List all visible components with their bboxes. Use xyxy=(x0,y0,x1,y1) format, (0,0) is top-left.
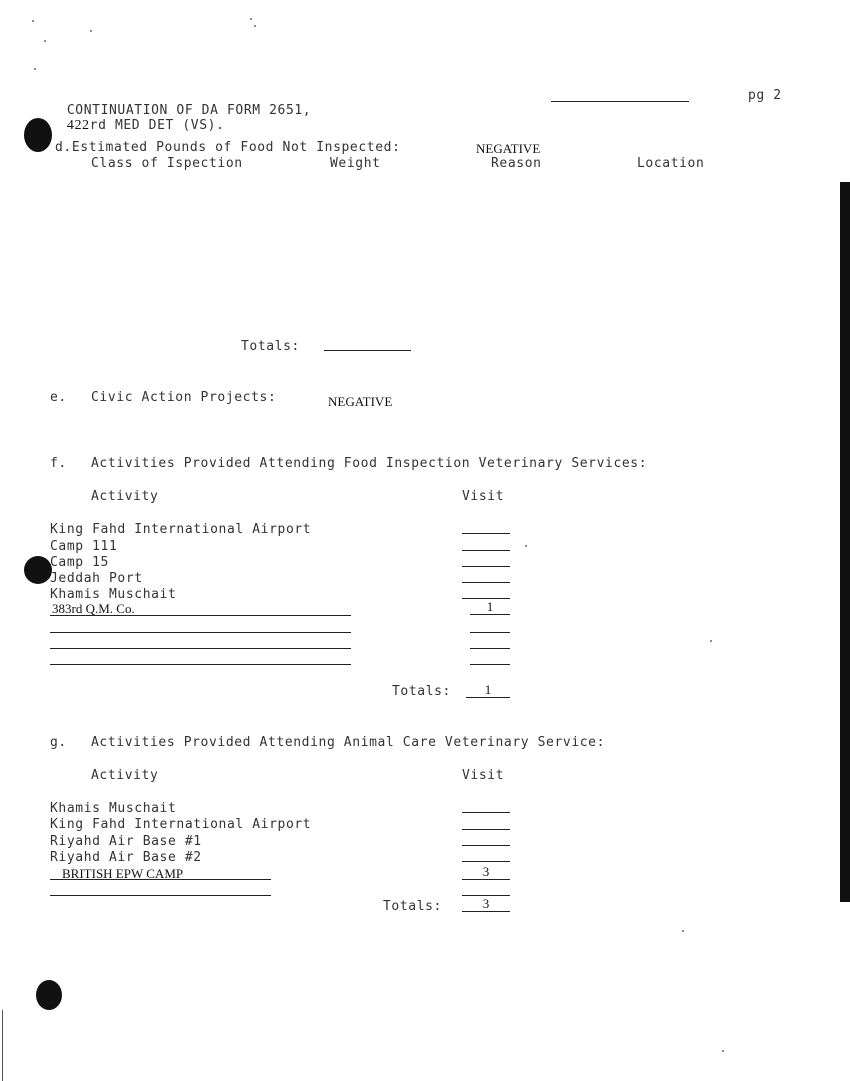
section-g-visit-cell xyxy=(462,831,510,846)
section-f-row-activity: Khamis Muschait xyxy=(50,587,177,602)
section-f-activity-line xyxy=(50,664,351,665)
section-g-visit-cell: 3 xyxy=(462,865,510,880)
section-f-totals-cell: 1 xyxy=(466,683,510,698)
scan-speck xyxy=(254,25,256,27)
section-g-col-visit: Visit xyxy=(462,768,505,783)
section-f-activity-line xyxy=(50,648,351,649)
section-f-visit-cell xyxy=(462,536,510,551)
section-g-visit-cell xyxy=(462,847,510,862)
scan-speck xyxy=(34,68,36,70)
col-class-of-inspection: Class of Ispection xyxy=(91,156,243,171)
section-g-totals-label: Totals: xyxy=(383,899,442,914)
section-g-title: Activities Provided Attending Animal Care Veterinary Service: xyxy=(91,735,606,750)
section-g-row-activity: Riyahd Air Base #1 xyxy=(50,834,202,849)
section-f-letter: f. xyxy=(50,456,67,471)
section-f-title: Activities Provided Attending Food Inspection Veterinary Services: xyxy=(91,456,648,471)
hole-punch xyxy=(24,118,52,152)
section-d-totals-label: Totals: xyxy=(241,339,300,354)
section-d-value: NEGATIVE xyxy=(476,141,541,156)
section-f-visit-cell xyxy=(462,552,510,567)
scan-speck xyxy=(250,18,252,20)
section-f-row-activity: King Fahd International Airport xyxy=(50,522,312,537)
section-g-row-activity: BRITISH EPW CAMP xyxy=(62,866,184,881)
section-g-activity-line xyxy=(50,879,271,880)
col-location: Location xyxy=(637,156,705,171)
header-blank-line xyxy=(551,101,689,102)
section-d-totals-blank xyxy=(324,350,411,351)
scan-speck xyxy=(525,545,527,547)
section-f-col-visit: Visit xyxy=(462,489,505,504)
section-f-visit-cell: 1 xyxy=(470,600,510,615)
section-f-visit-cell xyxy=(462,568,510,583)
section-f-visit-cell xyxy=(462,584,510,599)
section-f-col-activity: Activity xyxy=(91,489,159,504)
unit-name: MED DET (VS). xyxy=(106,118,225,133)
scan-edge-line xyxy=(2,1010,3,1081)
section-f-row-activity: Camp 111 xyxy=(50,539,118,554)
page-number: pg 2 xyxy=(748,88,782,103)
section-g-visit-cell xyxy=(462,798,510,813)
form-header-title: CONTINUATION OF DA FORM 2651, xyxy=(66,103,312,118)
section-f-row-activity: 383rd Q.M. Co. xyxy=(52,601,135,616)
unit-number: 422 xyxy=(66,118,90,133)
section-e-value: NEGATIVE xyxy=(328,394,393,409)
section-f-row-activity: Jeddah Port xyxy=(50,571,143,586)
col-reason: Reason xyxy=(491,156,542,171)
section-f-visit-cell xyxy=(470,634,510,649)
section-g-row-activity: Khamis Muschait xyxy=(50,801,177,816)
section-g-activity-line xyxy=(50,895,271,896)
section-g-totals-cell: 3 xyxy=(462,897,510,912)
scan-speck xyxy=(44,40,46,42)
section-f-visit-cell xyxy=(470,650,510,665)
section-f-activity-line xyxy=(50,615,351,616)
section-g-letter: g. xyxy=(50,735,67,750)
form-header xyxy=(50,88,311,133)
scan-speck xyxy=(710,640,712,642)
section-f-visit-cell xyxy=(470,618,510,633)
section-e-title: Civic Action Projects: xyxy=(91,390,277,405)
scan-speck xyxy=(682,930,684,932)
hole-punch xyxy=(24,556,52,584)
hole-punch xyxy=(36,980,62,1010)
col-weight: Weight xyxy=(330,156,381,171)
section-d-title: d.Estimated Pounds of Food Not Inspected: xyxy=(55,140,401,155)
section-g-col-activity: Activity xyxy=(91,768,159,783)
scan-speck xyxy=(32,20,34,22)
section-g-visit-cell xyxy=(462,881,510,896)
section-g-row-activity: Riyahd Air Base #2 xyxy=(50,850,202,865)
section-f-row-activity: Camp 15 xyxy=(50,555,109,570)
section-g-visit-cell xyxy=(462,815,510,830)
section-f-totals-label: Totals: xyxy=(392,684,451,699)
section-e-letter: e. xyxy=(50,390,67,405)
section-f-visit-cell xyxy=(462,519,510,534)
scan-speck xyxy=(90,30,92,32)
scan-edge-bar xyxy=(840,182,850,902)
section-g-row-activity: King Fahd International Airport xyxy=(50,817,312,832)
section-f-activity-line xyxy=(50,632,351,633)
scan-speck xyxy=(722,1050,724,1052)
unit-suffix: rd xyxy=(89,118,107,133)
